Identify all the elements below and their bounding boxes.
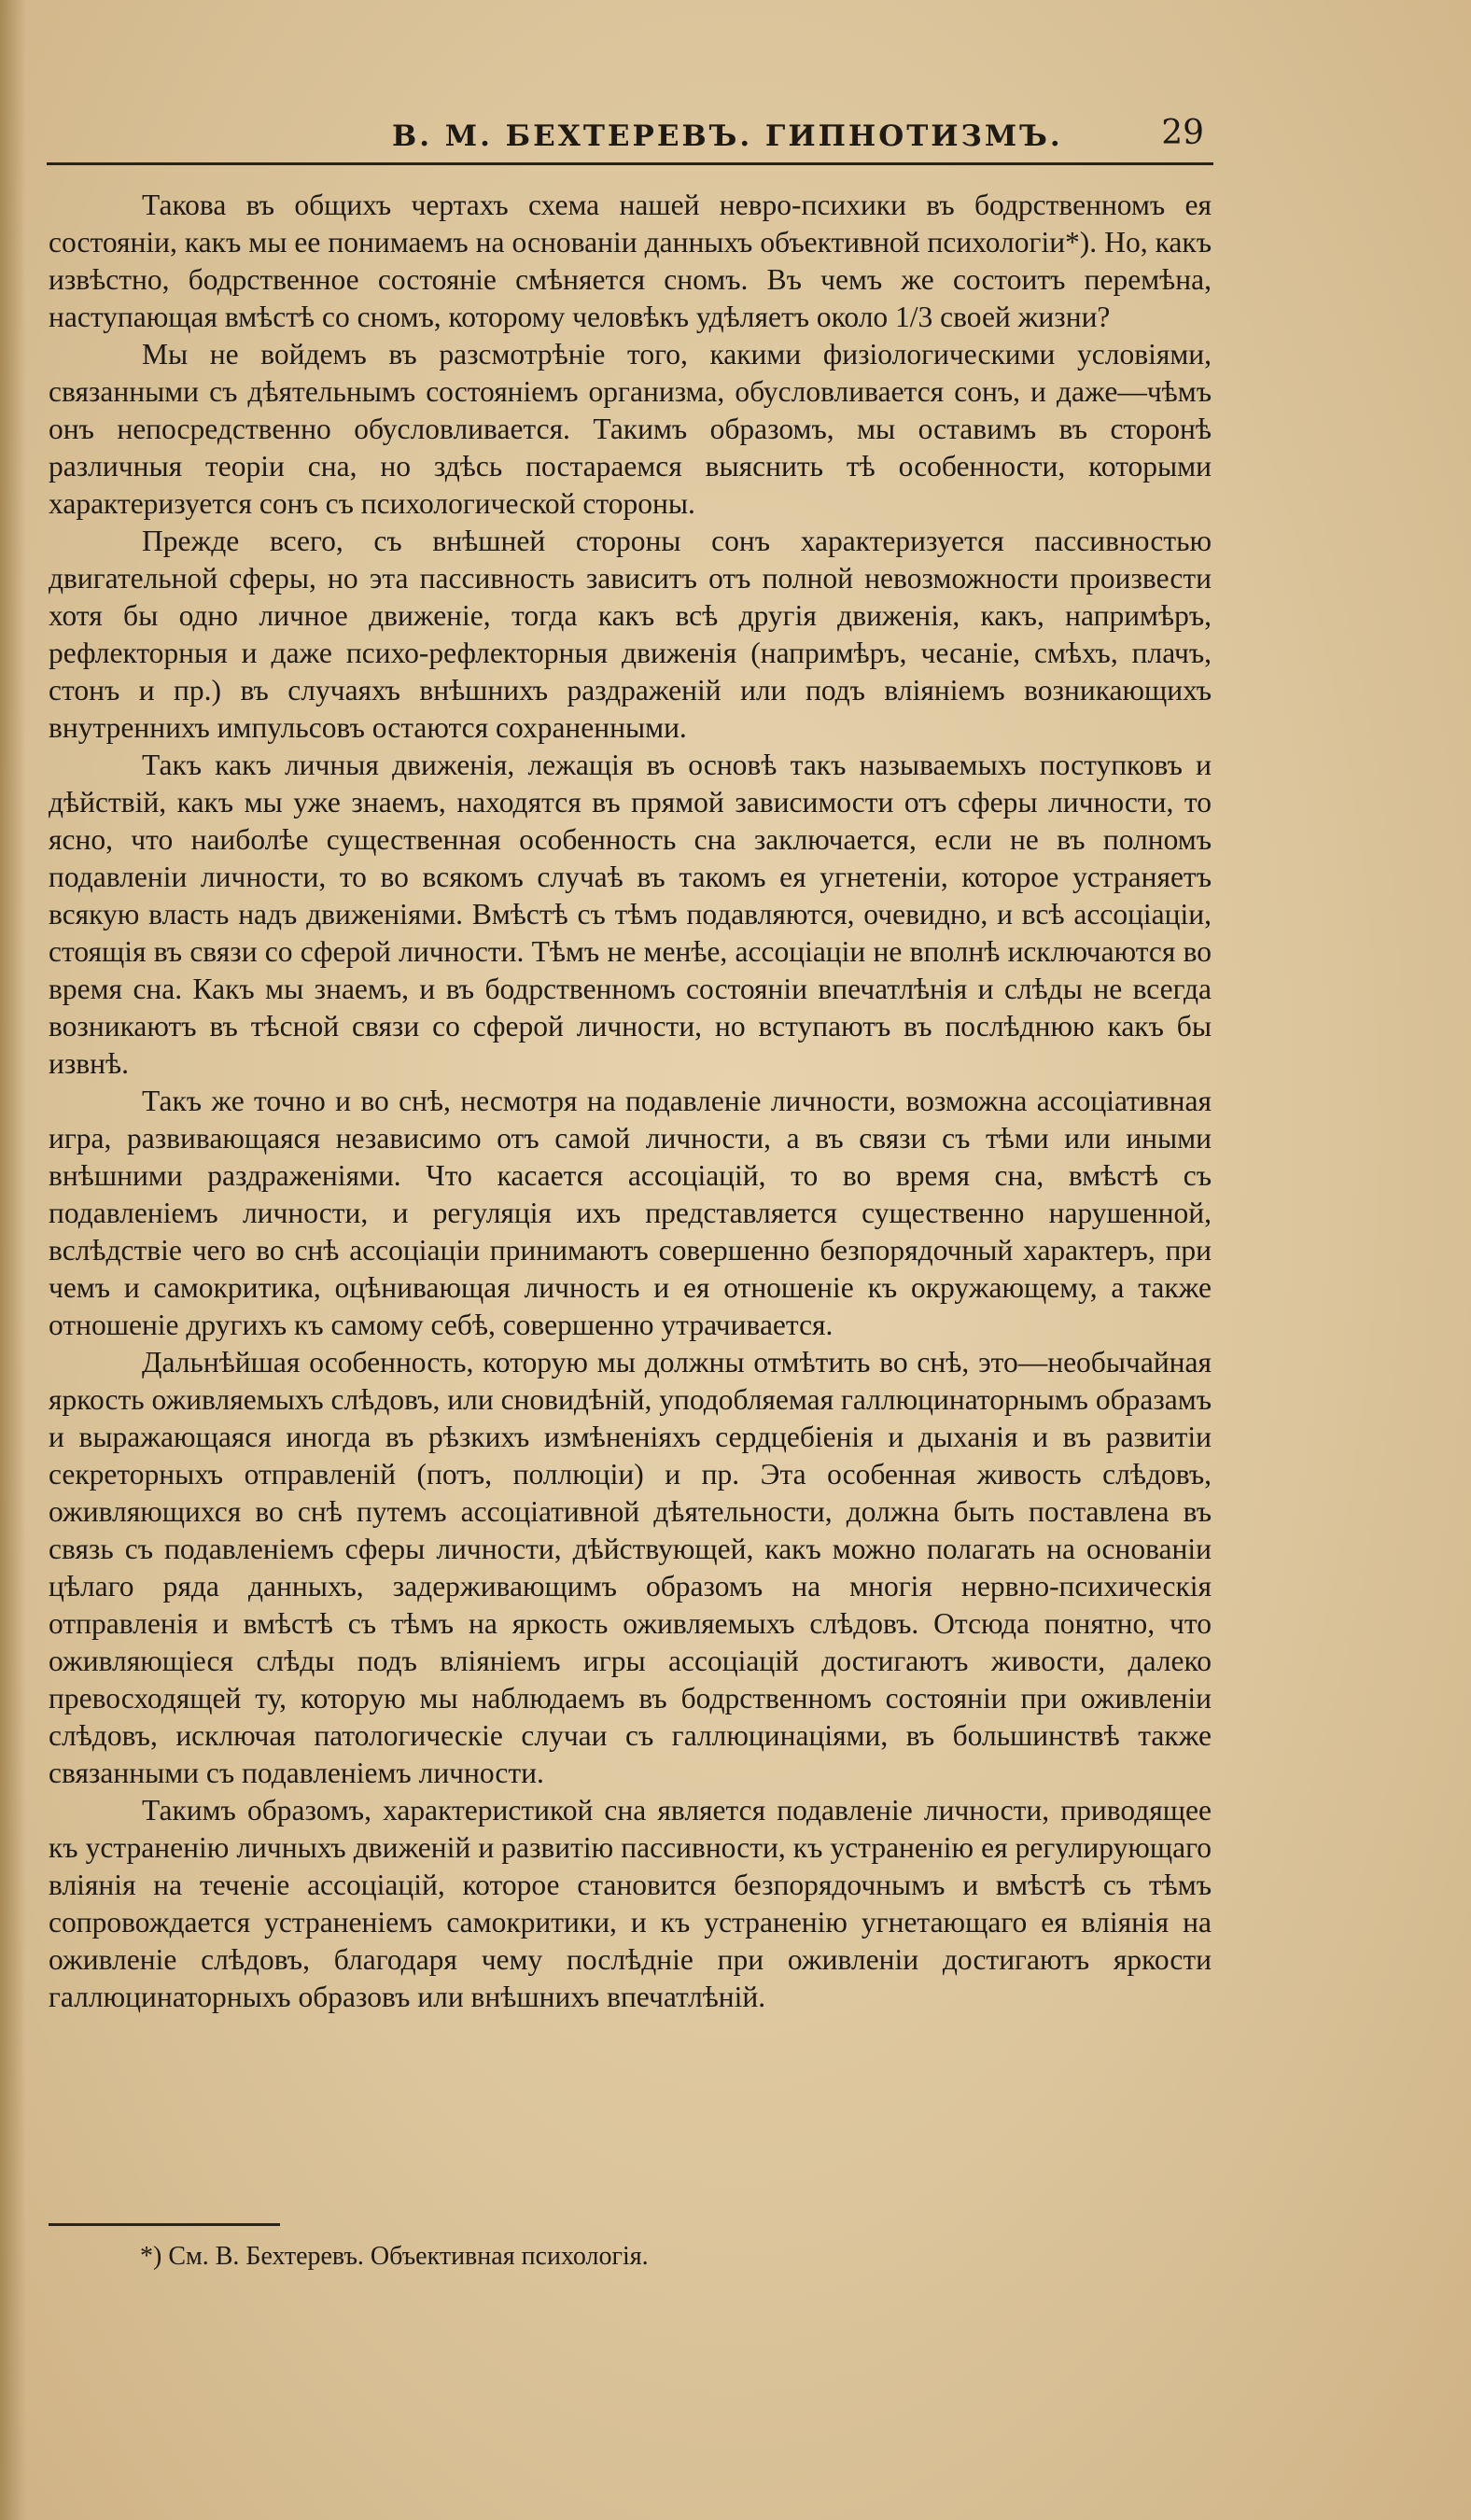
page-number: 29 bbox=[1161, 114, 1204, 152]
paragraph-6: Дальнѣйшая особенность, которую мы должны отмѣтить во снѣ, это—необычайная яркость оживляемыхъ слѣдовъ, или сновидѣнiй, уподобляемая галлюцинаторнымъ образамъ и выражающаяся иногда въ рѣзкихъ измѣненiяхъ сердцебiенiя и дыханiя и въ развитiи секреторныхъ отправленiй (потъ, поллюцiи) и пр. Эта особенная живость слѣдовъ, оживляющихся во снѣ путемъ ассоцiативной дѣятельности, должна быть поставлена въ связь съ подавленiемъ сферы личности, дѣйствующей, какъ можно полагать на основанiи цѣлаго ряда данныхъ, задерживающимъ образомъ на многiя нервно-психическiя отправленiя и вмѣстѣ съ тѣмъ на яркость оживляемыхъ слѣдовъ. Отсюда понятно, что оживляющiеся слѣды подъ влiянiемъ игры ассоцiацiй достигаютъ живости, далеко превосходящей ту, которую мы наблюдаемъ въ бодрственномъ состоянiи при оживленiи слѣдовъ, исключая патологическiе случаи съ галлюцинацiями, въ большинствѣ также связанными съ подавленiемъ личности. bbox=[49, 1346, 1212, 1789]
running-title: В. М. БЕХТЕРЕВЪ. ГИПНОТИЗМЪ. bbox=[392, 119, 1063, 153]
page-edge-stain bbox=[0, 0, 26, 2520]
paragraph-4: Такъ какъ личныя движенiя, лежащiя въ основѣ такъ называемыхъ поступковъ и дѣйствiй, какъ мы уже знаемъ, находятся въ прямой зависимости отъ сферы личности, то ясно, что наиболѣе существенная особенность сна заключается, если не въ полномъ подавленiи личности, то во всякомъ случаѣ въ такомъ ея угнетенiи, которое устраняетъ всякую власть надъ движенiями. Вмѣстѣ съ тѣмъ подавляются, очевидно, и всѣ ассоцiацiи, стоящiя въ связи со сферой личности. Тѣмъ не менѣе, ассоцiацiи не вполнѣ исключаются во время сна. Какъ мы знаемъ, и въ бодрственномъ состоянiи впечатлѣнiя и слѣды не всегда возникаютъ въ тѣсной связи со сферой личности, но вступаютъ въ послѣднюю какъ бы извнѣ. bbox=[49, 749, 1212, 1080]
paragraph-1: Такова въ общихъ чертахъ схема нашей невро-психики въ бодрственномъ ея состоянiи, какъ мы ее понимаемъ на основанiи данныхъ объективной психологiи*). Но, какъ извѣстно, бодрственное состоянiе смѣняется сномъ. Въ чемъ же состоитъ перемѣна, наступающая вмѣстѣ со сномъ, которому человѣкъ удѣляетъ около 1/3 своей жизни? bbox=[49, 189, 1212, 333]
paragraph-5: Такъ же точно и во снѣ, несмотря на подавленiе личности, возможна ассоцiативная игра, развивающаяся независимо отъ самой личности, а въ связи съ тѣми или иными внѣшними раздраженiями. Что касается ассоцiацiй, то во время сна, вмѣстѣ съ подавленiемъ личности, и регуляцiя ихъ представляется существенно нарушенной, вслѣдствiе чего во снѣ ассоцiацiи принимаютъ совершенно безпорядочный характеръ, при чемъ и самокритика, оцѣнивающая личность и ея отношенiе къ окружающему, а также отношенiе другихъ къ самому себѣ, совершенно утрачивается. bbox=[49, 1085, 1212, 1341]
paragraph-7: Такимъ образомъ, характеристикой сна является подавленiе личности, приводящее къ устраненiю личныхъ движенiй и развитiю пассивности, къ устраненiю ея регулирующаго влiянiя на теченiе ассоцiацiй, которое становится безпорядочнымъ и вмѣстѣ съ тѣмъ сопровождается устраненiемъ самокритики, и къ устраненiю угнетающаго ея влiянiя на оживленiе слѣдовъ, благодаря чему послѣднiе при оживленiи достигаютъ яркости галлюцинаторныхъ образовъ или внѣшнихъ впечатлѣнiй. bbox=[49, 1794, 1212, 2013]
paragraph-3: Прежде всего, съ внѣшней стороны сонъ характеризуется пассивностью двигательной сферы, но эта пассивность зависитъ отъ полной невозможности произвести хотя бы одно личное движенiе, тогда какъ всѣ другiя движенiя, какъ, напримѣръ, рефлекторныя и даже психо-рефлекторныя движенiя (напримѣръ, чесанiе, смѣхъ, плачъ, стонъ и пр.) въ случаяхъ внѣшнихъ раздраженiй или подъ влiянiемъ возникающихъ внутреннихъ импульсовъ остаются сохраненными. bbox=[49, 525, 1212, 744]
body-text bbox=[49, 187, 1212, 2016]
footnote-divider bbox=[49, 2223, 280, 2226]
page-header bbox=[47, 110, 1213, 165]
paragraph-2: Мы не войдемъ въ разсмотрѣнiе того, какими физiологическими условiями, связанными съ дѣятельнымъ состоянiемъ организма, обусловливается сонъ, и даже—чѣмъ онъ непосредственно обусловливается. Такимъ образомъ, мы оставимъ въ сторонѣ различныя теорiи сна, но здѣсь постараемся выяснить тѣ особенности, которыми характеризуется сонъ съ психологической стороны. bbox=[49, 338, 1212, 520]
footnote: *) См. В. Бехтеревъ. Объективная психологiя. bbox=[140, 2242, 649, 2271]
